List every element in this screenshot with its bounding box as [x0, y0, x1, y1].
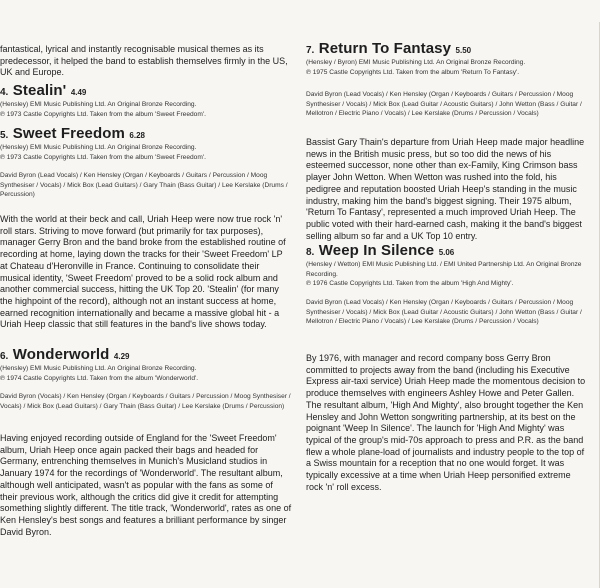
track-duration: 6.28 — [129, 131, 145, 140]
paragraph-wonderworld: Having enjoyed recording outside of England for the 'Sweet Freedom' album, Uriah Heep once again packed their bags and headed for Germany, entrenching themselves in Munich's Musicland studios in January 1974 for the recordings of 'Wonderworld'. The resultant album, although well anticipated, wasn't as popular with the fans as some of their previous work, although the critics did give it credit for attempting something slightly different. The title track, 'Wonderworld', rates as one of Ken Hensley's best songs and features a brilliant performance by singer David Byron. — [0, 433, 292, 537]
copyright-line: ℗ 1974 Castle Copyrights Ltd. Taken from the album 'Wonderworld'. — [0, 374, 199, 382]
copyright-line: ℗ 1975 Castle Copyrights Ltd. Taken from the album 'Return To Fantasy'. — [306, 68, 520, 76]
track-5-credits — [0, 143, 292, 162]
track-6-credits — [0, 364, 292, 383]
publishing-credit: (Hensley / Byron) EMI Music Publishing Ltd. An Original Bronze Recording. — [306, 59, 526, 66]
track-duration: 4.49 — [70, 88, 87, 97]
track-5-heading — [0, 125, 292, 144]
track-duration: 5.06 — [438, 248, 455, 257]
intro-paragraph: fantastical, lyrical and instantly recognisable musical themes as its predecessor, it helped the band to establish themselves firmly in the US, UK and Europe. — [0, 44, 288, 78]
track-6-personnel: David Byron (Vocals) / Ken Hensley (Organ / Keyboards / Guitars / Percussion / Moog Synthesiser / Vocals) / Mick Box (Lead Guitars) / Gary Thain (Bass Guitar) / Lee Kerslake (Drums / Percussion) — [0, 393, 291, 410]
paragraph-weep-in-silence: By 1976, with manager and record company boss Gerry Bron committed to projects away from the band (including his Executive Express air-taxi service) Uriah Heep made the momentous decision to produce themselves with engineers Ashley Howe and Peter Gallen. The resultant album, 'High And Mighty', also brought together the Ken Hensley and John Wetton songwriting partnership, at its best on the poignant 'Weep In Silence'. The launch for 'High And Mighty' was typical of the group's mid-70s approach to press and P.R. as the band flew a whole plane-load of journalists and industry people to the top of a Swiss mountain for a reception that no one would forget. It was typically excessive at a time when Uriah Heep personified extreme rock 'n' roll excess. — [306, 353, 586, 492]
copyright-line: ℗ 1976 Castle Copyrights Ltd. Taken from the album 'High And Mighty'. — [306, 280, 514, 288]
track-number: 6. — [0, 351, 9, 362]
copyright-line: ℗ 1973 Castle Copyrights Ltd. Taken from the album 'Sweet Freedom'. — [0, 153, 206, 161]
publishing-credit: (Hensley) EMI Music Publishing Ltd. An Original Bronze Recording. — [0, 365, 197, 372]
track-4-heading — [0, 82, 292, 101]
track-number: 5. — [0, 130, 9, 141]
track-6-heading — [0, 346, 292, 365]
paragraph-return-to-fantasy: Bassist Gary Thain's departure from Uriah Heep made major headline news in the British music press, but so too did the news of his esteemed successor, none other than ex-Family, King Crimson bass player John Wetton. When Wetton was rushed into the fold, his pedigree and reputation boosted Uriah Heep's standing in the music industry, making him the band's biggest signing. Their 1975 album, 'Return To Fantasy', represented a much improved Uriah Heep. The public voted with their hard-earned cash, making it the band's biggest selling album so far and a UK Top 10 entry. — [306, 137, 585, 241]
publishing-credit: (Hensley / Wetton) EMI Music Publishing Ltd. / EMI United Partnership Ltd. An Original Bronze Recording. — [306, 261, 582, 278]
track-4-credits — [0, 100, 292, 119]
paragraph-sweet-freedom: With the world at their beck and call, Uriah Heep were now true rock 'n' roll stars. Striving to move forward (but primarily for tax purposes), manager Gerry Bron and the band broke from the established routine of recording at home, laying down the tracks for their 'Sweet Freedom' LP at Chateau d'Heronville in France. Continuing to consolidate their musical identity, 'Sweet Freedom' proved to be a solid rock album and another commercial success, hitting the UK Top 20. 'Stealin' (for many the highpoint of the record), although not an instant success at home, earned recognition internationally and became a massive global hit - a Uriah Heep classic that still features in the band's live shows today. — [0, 214, 286, 330]
track-title: Weep In Silence — [318, 242, 435, 259]
track-7-heading — [306, 40, 590, 59]
track-5-personnel: David Byron (Lead Vocals) / Ken Hensley (Organ / Keyboards / Guitars / Percussion / Moog Synthesiser / Vocals) / Mick Box (Lead Guitars) / Gary Thain (Bass Guitar) / Lee Kerslake (Drums / Percussion) — [0, 172, 288, 199]
track-number: 8. — [306, 247, 315, 258]
track-number: 7. — [306, 45, 315, 56]
track-duration: 5.50 — [455, 46, 472, 55]
track-7-personnel: David Byron (Lead Vocals) / Ken Hensley (Organ / Keyboards / Guitars / Percussion / Moog Synthesiser / Vocals) / Mick Box (Lead Guitar / Acoustic Guitars) / John Wetton (Bass / Guitar / Mellotron / Electric Piano / Vocals) / Lee Kerslake (Drums / Percussion / Vocals) — [306, 91, 582, 118]
track-title: Sweet Freedom — [12, 125, 125, 142]
publishing-credit: (Hensley) EMI Music Publishing Ltd. An Original Bronze Recording. — [0, 144, 197, 151]
track-8-heading — [306, 242, 590, 261]
track-duration: 4.29 — [113, 352, 130, 361]
track-title: Wonderworld — [12, 346, 110, 363]
track-8-personnel: David Byron (Lead Vocals) / Ken Hensley (Organ / Keyboards / Guitars / Percussion / Moog Synthesiser / Vocals) / Mick Box (Lead Guitar / Acoustic Guitars) / John Wetton (Bass / Guitar / Mellotron / Electric Piano / Vocals) / Lee Kerslake (Drums / Percussion / Vocals) — [306, 299, 582, 326]
copyright-line: ℗ 1973 Castle Copyrights Ltd. Taken from the album 'Sweet Freedom'. — [0, 110, 206, 118]
track-8-credits — [306, 260, 590, 289]
track-7-credits — [306, 58, 590, 77]
track-title: Stealin' — [12, 82, 67, 99]
publishing-credit: (Hensley) EMI Music Publishing Ltd. An Original Bronze Recording. — [0, 101, 197, 108]
track-title: Return To Fantasy — [318, 40, 452, 57]
track-number: 4. — [0, 87, 9, 98]
